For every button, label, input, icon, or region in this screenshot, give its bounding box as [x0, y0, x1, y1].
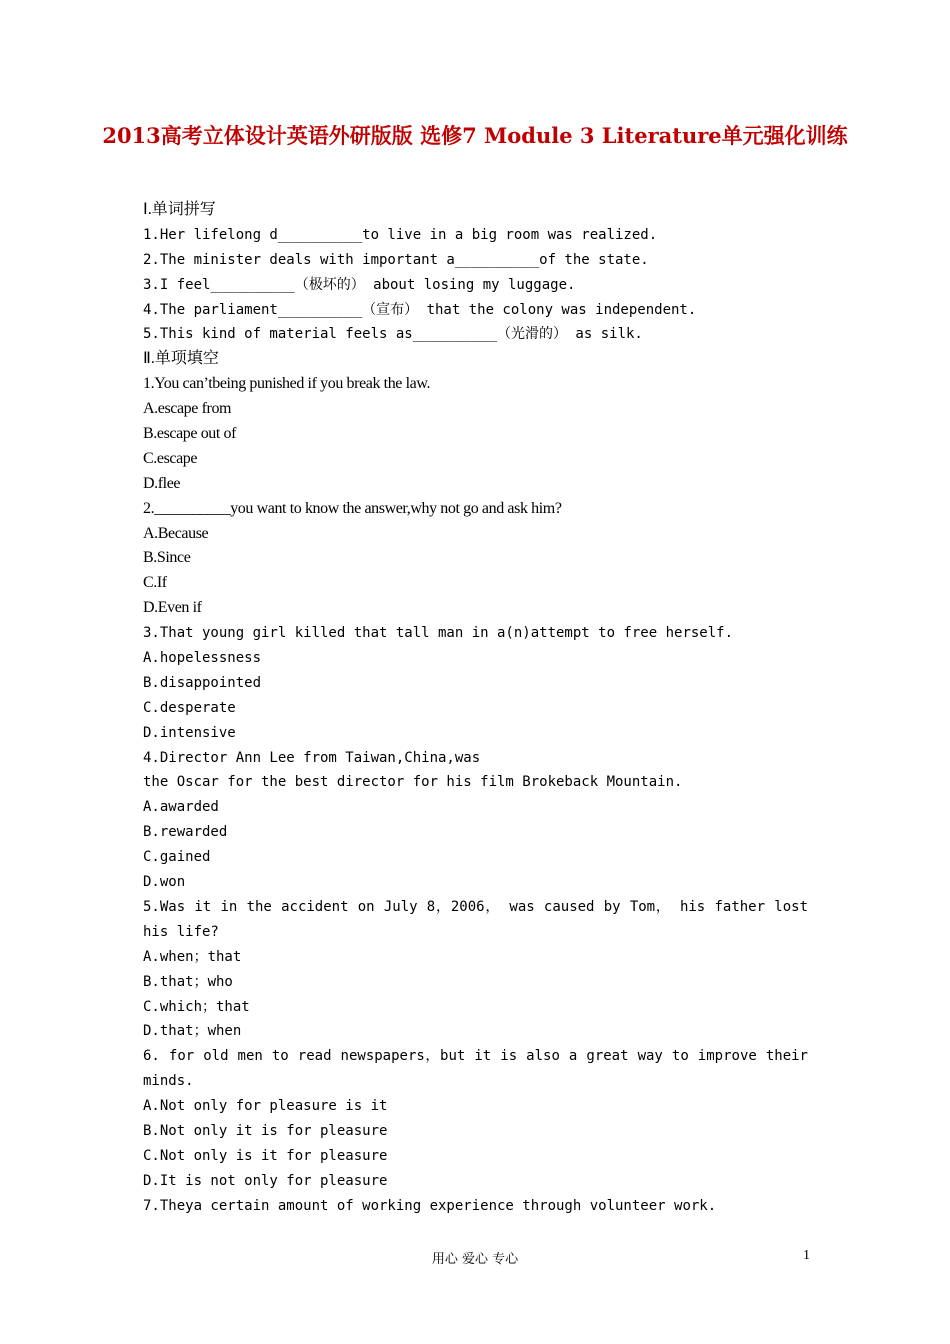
section-heading-vocabulary: Ⅰ.单词拼写	[143, 201, 216, 218]
document-title: 2013高考立体设计英语外研版版 选修7 Module 3 Literature单元强化训练	[102, 123, 848, 148]
answer-option: C.desperate	[143, 699, 236, 716]
answer-option: D.intensive	[143, 724, 236, 741]
answer-option: B.disappointed	[143, 674, 262, 691]
answer-option: C.which；that	[143, 998, 250, 1015]
question-stem: 3.That young girl killed that tall man in a(n)attempt to free herself.	[143, 625, 734, 642]
section-heading-multiple-choice: Ⅱ.单项填空	[143, 350, 219, 368]
vocab-item: 2.The minister deals with important a__________of the state.	[143, 251, 649, 268]
vocab-item: 5.This kind of material feels as__________（光滑的） as silk.	[143, 326, 643, 343]
answer-option: D.that；when	[143, 1023, 242, 1040]
answer-option: D.won	[143, 874, 186, 891]
footer-motto: 用心 爱心 专心	[431, 1252, 519, 1267]
answer-option: C.gained	[143, 849, 211, 866]
vocab-item: 1.Her lifelong d__________to live in a big room was realized.	[143, 226, 658, 243]
question-stem-continued: the Oscar for the best director for his film Brokeback Mountain.	[143, 774, 683, 791]
vocab-item: 4.The parliament__________（宣布） that the colony was independent.	[143, 301, 697, 318]
question-stem: 7.Theya certain amount of working experience through volunteer work.	[143, 1197, 717, 1214]
answer-option: B.Since	[143, 549, 191, 567]
question-stem: 1.You can’tbeing punished if you break the law.	[143, 375, 431, 393]
answer-option: C.escape	[143, 449, 198, 467]
answer-option: D.Even if	[143, 599, 202, 617]
question-stem: 4.Director Ann Lee from Taiwan,China,was	[143, 749, 481, 766]
answer-option: B.Not only it is for pleasure	[143, 1123, 388, 1140]
answer-option: B.that；who	[143, 973, 233, 990]
question-stem: 5.Was it in the accident on July 8，2006， was caused by Tom， his father lost his life?	[143, 898, 808, 940]
vocab-item: 3.I feel__________（极坏的） about losing my luggage.	[143, 276, 576, 293]
answer-option: A.awarded	[143, 799, 219, 816]
answer-option: D.flee	[143, 474, 181, 492]
answer-option: A.Not only for pleasure is it	[143, 1098, 388, 1115]
answer-option: C.Not only is it for pleasure	[143, 1147, 388, 1164]
answer-option: B.escape out of	[143, 425, 237, 443]
question-stem: 2.__________you want to know the answer,why not go and ask him?	[143, 499, 562, 517]
answer-option: A.Because	[143, 524, 209, 542]
question-stem: 6. for old men to read newspapers，but it is also a great way to improve their minds.	[143, 1048, 808, 1090]
answer-option: A.when；that	[143, 948, 242, 965]
page-number: 1	[803, 1248, 810, 1263]
answer-option: A.escape from	[143, 400, 232, 418]
document-body	[143, 198, 808, 1219]
answer-option: B.rewarded	[143, 824, 228, 841]
answer-option: C.If	[143, 574, 167, 592]
answer-option: D.It is not only for pleasure	[143, 1172, 388, 1189]
answer-option: A.hopelessness	[143, 650, 262, 667]
